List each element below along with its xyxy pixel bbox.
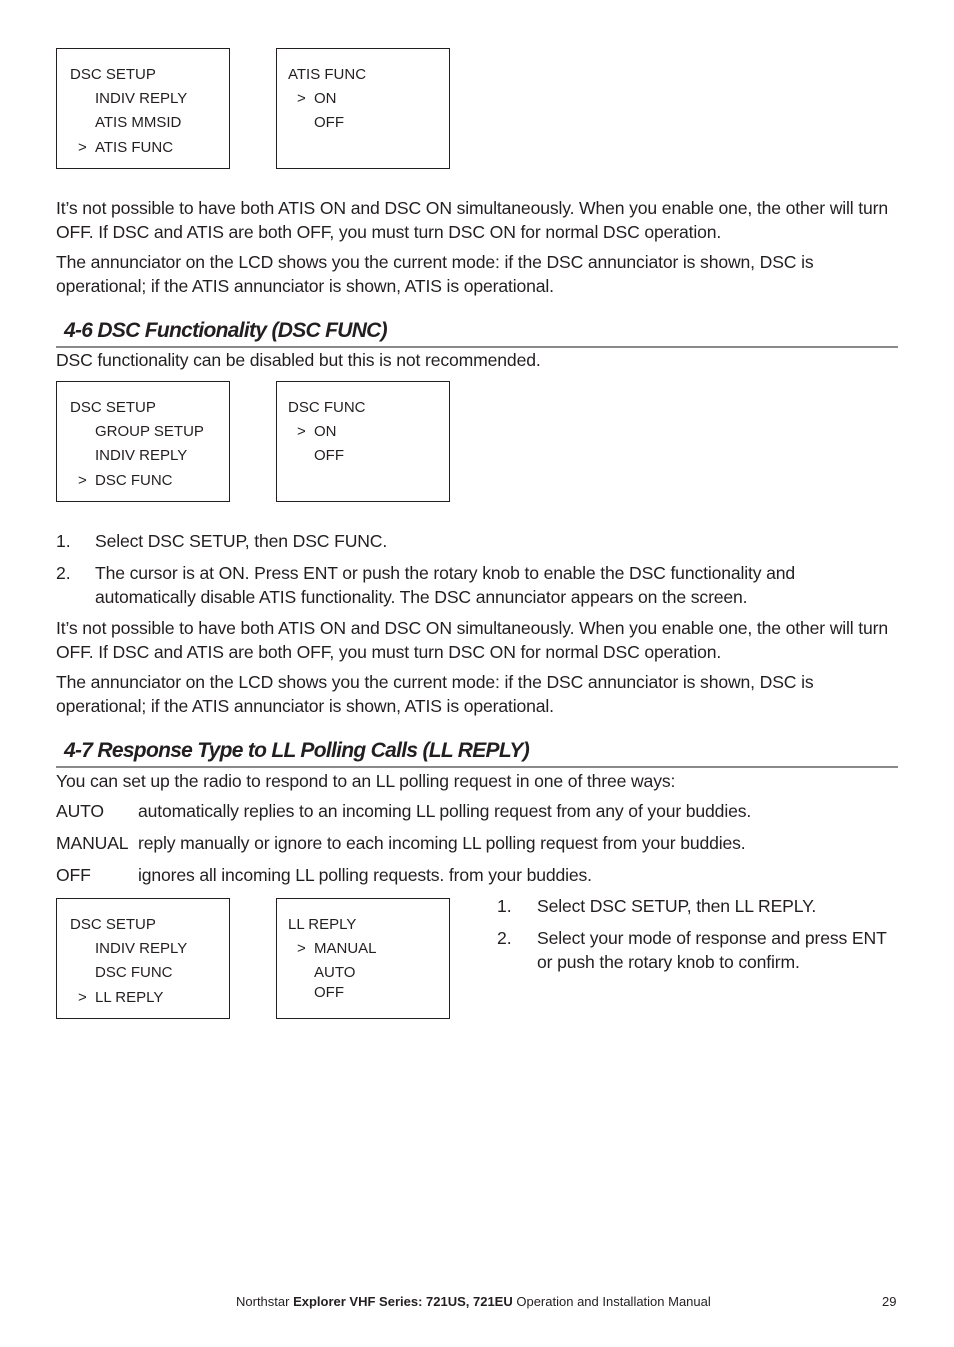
paragraph: You can set up the radio to respond to an LL polling request in one of three ways: bbox=[56, 771, 676, 791]
section-heading: 4-6 DSC Functionality (DSC FUNC) bbox=[56, 317, 898, 348]
lcd-item: INDIV REPLY bbox=[95, 447, 188, 464]
lcd-item: OFF bbox=[314, 114, 344, 131]
step-text: Select DSC SETUP, then DSC FUNC. bbox=[95, 531, 388, 551]
step-text: The cursor is at ON. Press ENT or push the rotary knob to enable the DSC functionality and automatically disable ATIS functionality. The DSC annunciator appears on the screen. bbox=[95, 563, 796, 607]
cursor-icon: > bbox=[78, 139, 87, 156]
cursor-icon: > bbox=[297, 940, 306, 957]
paragraph: DSC functionality can be disabled but this is not recommended. bbox=[56, 350, 541, 370]
step-number: 2. bbox=[56, 563, 71, 583]
lcd-screen-dsc-func bbox=[276, 381, 450, 502]
cursor-icon: > bbox=[297, 423, 306, 440]
lcd-title: LL REPLY bbox=[288, 916, 357, 933]
lcd-screen-dsc-setup bbox=[56, 898, 230, 1019]
step-number: 1. bbox=[56, 531, 71, 551]
paragraph: The annunciator on the LCD shows you the current mode: if the DSC annunciator is shown, DSC is operational; if the ATIS annunciator is shown, ATIS is operational. bbox=[56, 672, 814, 716]
lcd-item: ATIS MMSID bbox=[95, 114, 182, 131]
lcd-item-selected: ATIS FUNC bbox=[95, 139, 174, 156]
page-number: 29 bbox=[882, 1294, 897, 1309]
lcd-item: INDIV REPLY bbox=[95, 90, 188, 107]
step-text: Select your mode of response and press ENT or push the rotary knob to confirm. bbox=[537, 928, 887, 972]
footer-prefix: Northstar bbox=[236, 1294, 294, 1309]
option-description: ignores all incoming LL polling requests. from your buddies. bbox=[138, 865, 592, 885]
section-heading: 4-7 Response Type to LL Polling Calls (LL REPLY) bbox=[56, 737, 898, 768]
lcd-item: GROUP SETUP bbox=[95, 423, 204, 440]
option-description: automatically replies to an incoming LL polling request from any of your buddies. bbox=[138, 801, 752, 821]
lcd-screen-atis-func bbox=[276, 48, 450, 169]
option-description: reply manually or ignore to each incoming LL polling request from your buddies. bbox=[138, 833, 746, 853]
lcd-item: OFF bbox=[314, 447, 344, 464]
option-term: AUTO bbox=[56, 801, 104, 821]
footer-product: Explorer VHF Series: 721US, 721EU bbox=[293, 1294, 513, 1309]
lcd-title: DSC SETUP bbox=[70, 916, 156, 933]
step-text: Select DSC SETUP, then LL REPLY. bbox=[537, 896, 817, 916]
cursor-icon: > bbox=[297, 90, 306, 107]
lcd-title: DSC SETUP bbox=[70, 66, 156, 83]
lcd-item: DSC FUNC bbox=[95, 964, 173, 981]
option-term: OFF bbox=[56, 865, 91, 885]
step-number: 2. bbox=[497, 928, 512, 948]
footer-suffix: Operation and Installation Manual bbox=[512, 1294, 711, 1309]
lcd-item-selected: LL REPLY bbox=[95, 989, 164, 1006]
lcd-item-selected: DSC FUNC bbox=[95, 472, 173, 489]
option-term: MANUAL bbox=[56, 833, 129, 853]
footer-title bbox=[236, 1294, 711, 1310]
lcd-screen-ll-reply bbox=[276, 898, 450, 1019]
lcd-screen-dsc-setup bbox=[56, 381, 230, 502]
paragraph: It’s not possible to have both ATIS ON and DSC ON simultaneously. When you enable one, the other will turn OFF. If DSC and ATIS are both OFF, you must turn DSC ON for normal DSC operation. bbox=[56, 198, 888, 242]
paragraph: The annunciator on the LCD shows you the current mode: if the DSC annunciator is shown, DSC is operational; if the ATIS annunciator is shown, ATIS is operational. bbox=[56, 252, 814, 296]
step-number: 1. bbox=[497, 896, 512, 916]
lcd-title: DSC SETUP bbox=[70, 399, 156, 416]
lcd-title: DSC FUNC bbox=[288, 399, 366, 416]
lcd-item-selected: ON bbox=[314, 423, 337, 440]
lcd-title: ATIS FUNC bbox=[288, 66, 367, 83]
lcd-item: INDIV REPLY bbox=[95, 940, 188, 957]
lcd-item: OFF bbox=[314, 984, 344, 1001]
cursor-icon: > bbox=[78, 989, 87, 1006]
cursor-icon: > bbox=[78, 472, 87, 489]
paragraph: It’s not possible to have both ATIS ON and DSC ON simultaneously. When you enable one, the other will turn OFF. If DSC and ATIS are both OFF, you must turn DSC ON for normal DSC operation. bbox=[56, 618, 888, 662]
lcd-item-selected: MANUAL bbox=[314, 940, 377, 957]
lcd-item-selected: ON bbox=[314, 90, 337, 107]
lcd-item: AUTO bbox=[314, 964, 356, 981]
lcd-screen-dsc-setup bbox=[56, 48, 230, 169]
